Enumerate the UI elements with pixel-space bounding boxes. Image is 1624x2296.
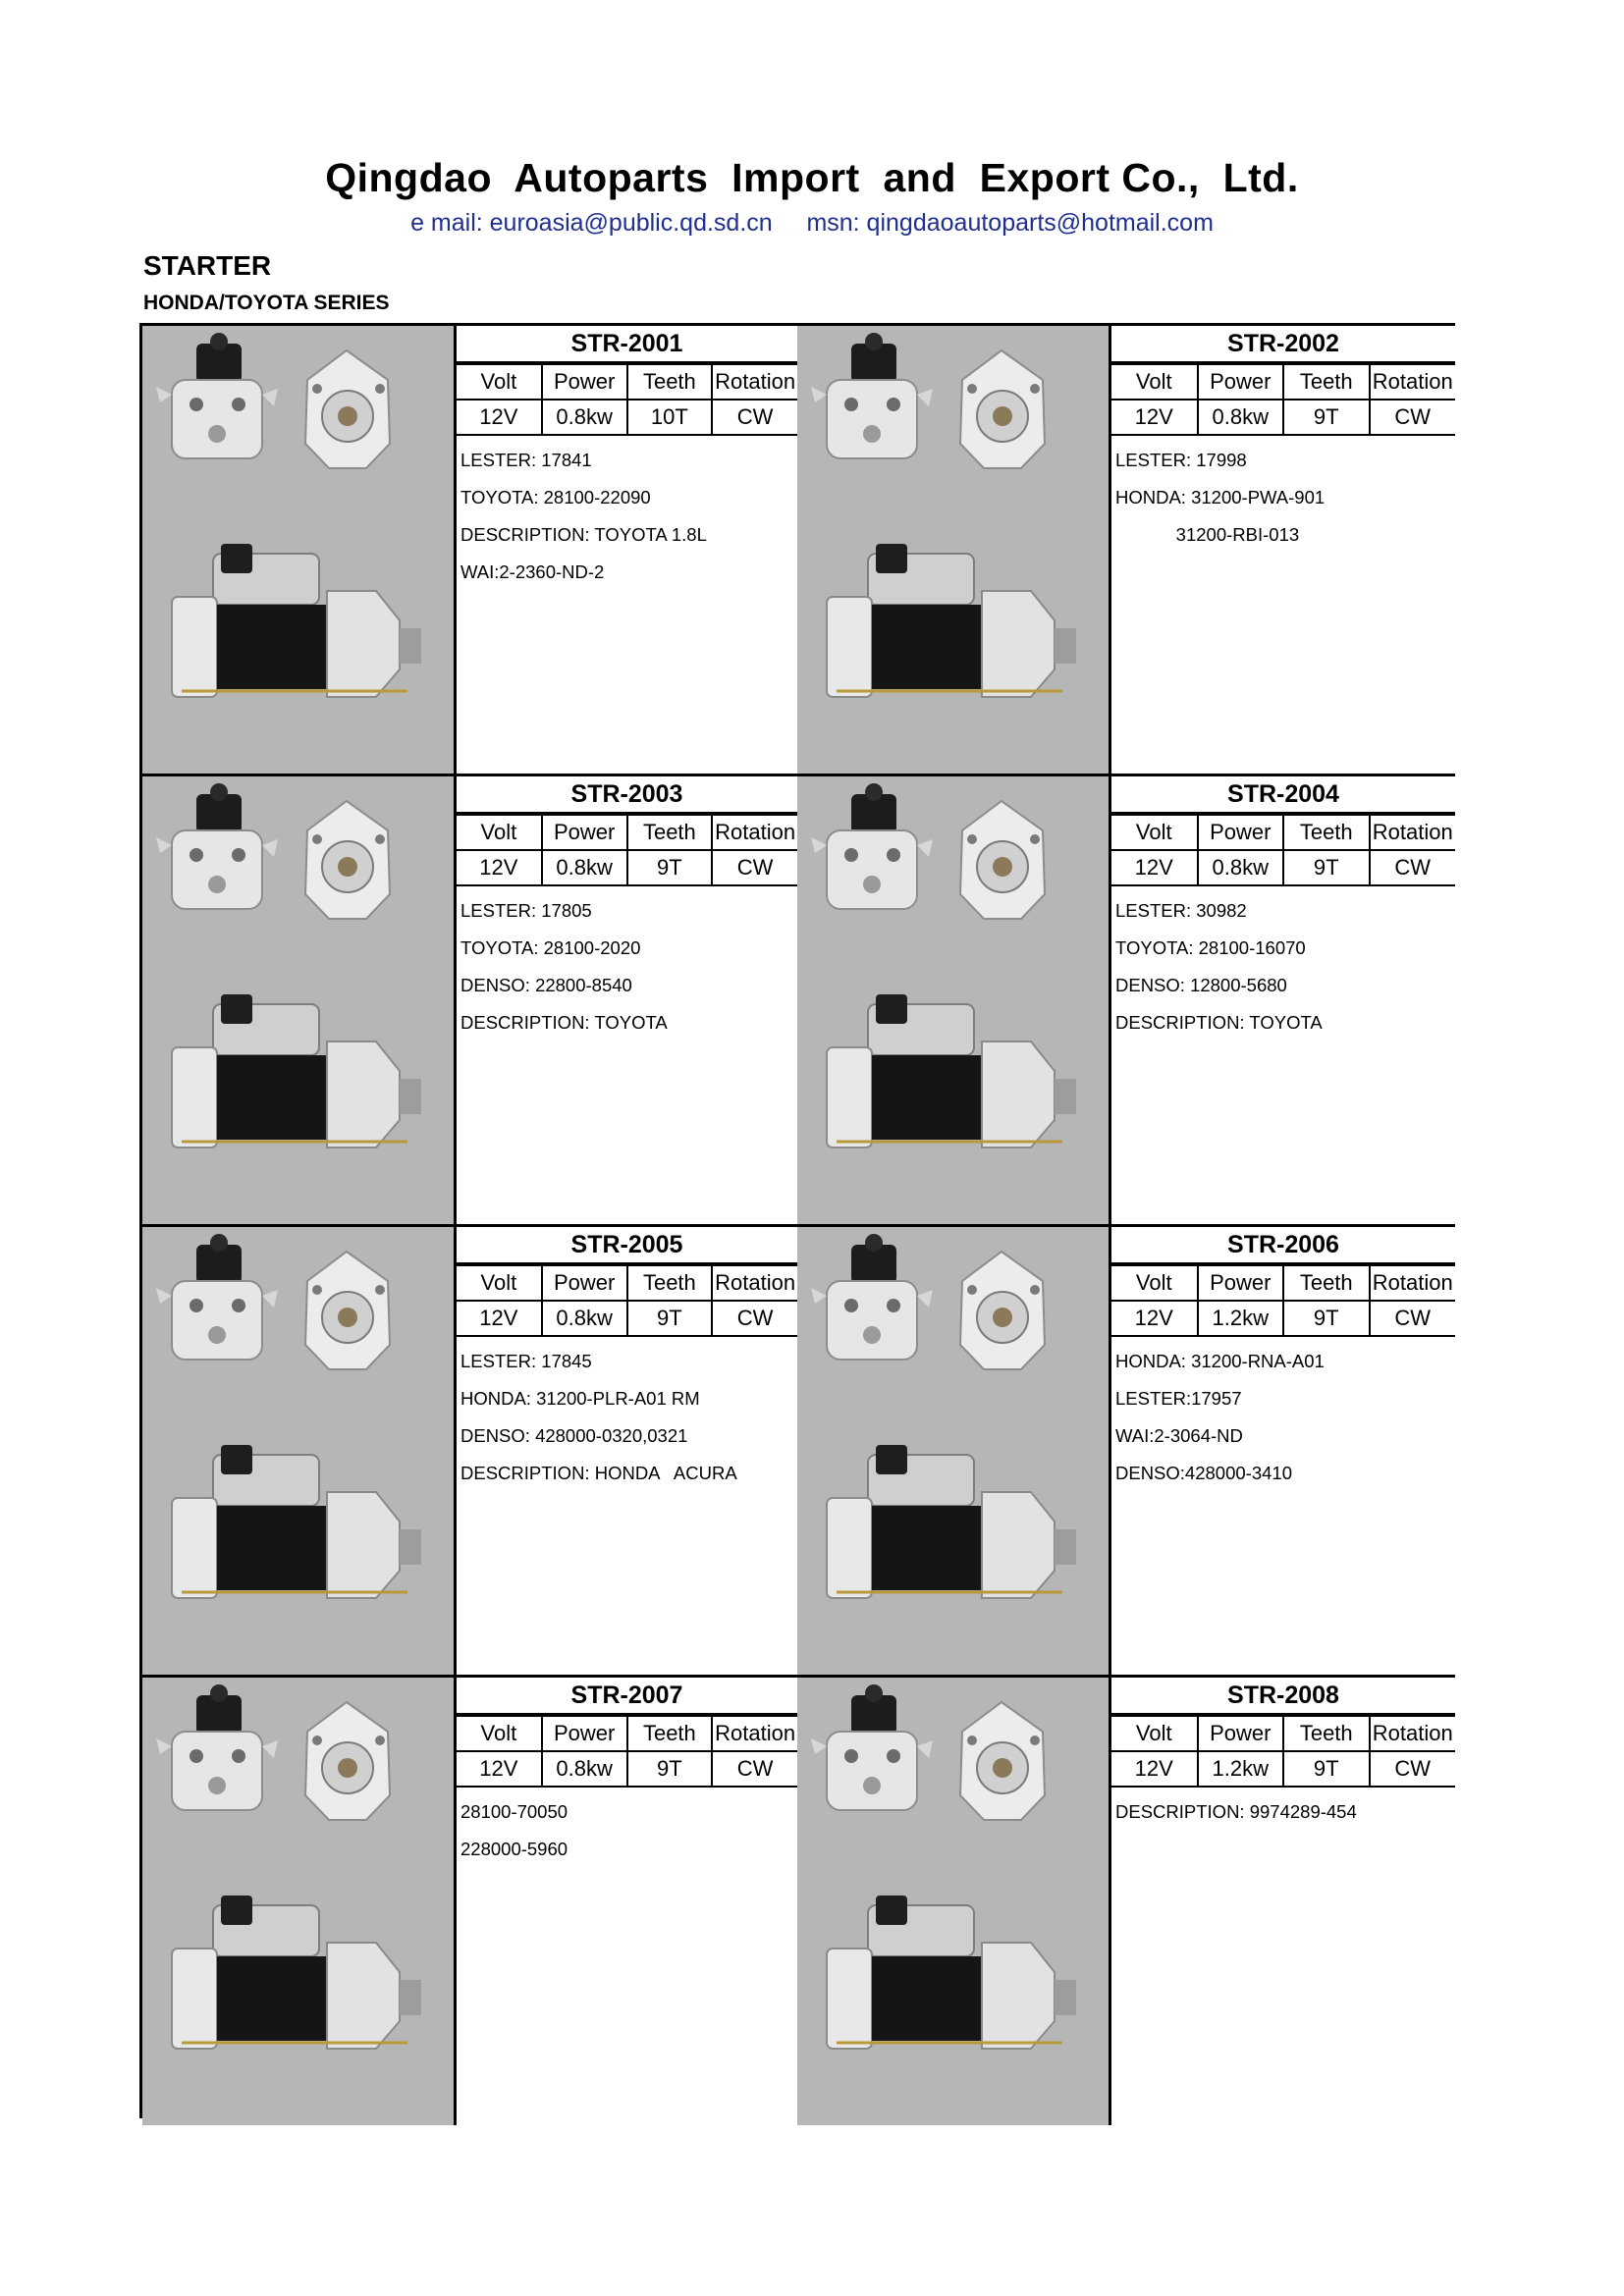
product-info	[1111, 776, 1455, 1224]
volt-header: Volt	[457, 815, 542, 850]
rotation-header: Rotation	[712, 1716, 797, 1751]
product-info	[457, 776, 800, 1224]
model-number: STR-2002	[1111, 326, 1455, 363]
product-cell-str-2004	[797, 776, 1452, 1224]
teeth-value: 9T	[1283, 1751, 1370, 1787]
power-header: Power	[542, 1716, 627, 1751]
rotation-value: CW	[1370, 850, 1456, 885]
note-line: HONDA: 31200-PWA-901	[1115, 487, 1326, 507]
volt-value: 12V	[457, 1301, 542, 1336]
part-notes	[1111, 436, 1455, 554]
starter-motor-image	[797, 1678, 1109, 2125]
spec-value-row	[457, 850, 797, 885]
part-notes	[457, 436, 797, 591]
note-line: 228000-5960	[460, 1839, 568, 1859]
note-line: DENSO: 22800-8540	[460, 975, 632, 995]
spec-table	[1111, 1264, 1455, 1337]
spec-table	[1111, 814, 1455, 886]
teeth-header: Teeth	[627, 364, 713, 400]
teeth-header: Teeth	[1283, 815, 1370, 850]
power-value: 0.8kw	[1198, 400, 1284, 435]
power-header: Power	[542, 1265, 627, 1301]
power-value: 0.8kw	[542, 850, 627, 885]
note-line: DESCRIPTION: TOYOTA 1.8L	[460, 524, 707, 545]
starter-motor-image	[142, 1227, 454, 1675]
note-line: LESTER: 17805	[460, 900, 592, 921]
teeth-header: Teeth	[627, 1265, 713, 1301]
product-cell-str-2008	[797, 1678, 1452, 2125]
product-cell-str-2003	[142, 776, 797, 1224]
spec-value-row	[457, 1751, 797, 1787]
power-value: 0.8kw	[542, 1751, 627, 1787]
rotation-header: Rotation	[1370, 815, 1456, 850]
spec-table	[457, 363, 797, 436]
note-line: WAI:2-2360-ND-2	[460, 561, 605, 582]
teeth-value: 9T	[627, 850, 713, 885]
company-title: Qingdao Autoparts Import and Export Co., Ltd.	[325, 155, 1299, 200]
part-notes	[457, 886, 797, 1041]
note-line: HONDA: 31200-PLR-A01 RM	[460, 1388, 700, 1409]
product-photo	[142, 326, 457, 774]
note-line: DENSO: 12800-5680	[1115, 975, 1287, 995]
model-number: STR-2008	[1111, 1678, 1455, 1715]
volt-header: Volt	[1111, 815, 1198, 850]
volt-header: Volt	[1111, 364, 1198, 400]
product-photo	[142, 1227, 457, 1675]
product-cell-str-2001	[142, 326, 797, 774]
spec-header-row	[1111, 1265, 1455, 1301]
teeth-value: 9T	[627, 1301, 713, 1336]
spec-header-row	[457, 815, 797, 850]
note-line: HONDA: 31200-RNA-A01	[1115, 1351, 1325, 1371]
model-number: STR-2006	[1111, 1227, 1455, 1264]
spec-table	[1111, 1715, 1455, 1788]
power-value: 0.8kw	[542, 1301, 627, 1336]
rotation-value: CW	[712, 400, 797, 435]
note-line: DENSO: 428000-0320,0321	[460, 1425, 688, 1446]
rotation-header: Rotation	[1370, 1716, 1456, 1751]
msn-link[interactable]: msn: qingdaoautoparts@hotmail.com	[806, 209, 1214, 237]
spec-value-row	[457, 1301, 797, 1336]
product-info	[1111, 1227, 1455, 1675]
spec-header-row	[1111, 1716, 1455, 1751]
volt-value: 12V	[457, 850, 542, 885]
email-link[interactable]: e mail: euroasia@public.qd.sd.cn	[410, 209, 773, 237]
teeth-value: 9T	[627, 1751, 713, 1787]
note-line: DESCRIPTION: TOYOTA	[1115, 1012, 1323, 1033]
starter-motor-image	[142, 1678, 454, 2125]
power-header: Power	[1198, 1716, 1284, 1751]
teeth-header: Teeth	[627, 815, 713, 850]
starter-motor-image	[797, 326, 1109, 774]
note-line: LESTER: 30982	[1115, 900, 1247, 921]
product-photo	[142, 1678, 457, 2125]
contact-line	[0, 209, 1624, 238]
power-header: Power	[542, 815, 627, 850]
starter-motor-image	[142, 776, 454, 1224]
rotation-header: Rotation	[1370, 364, 1456, 400]
rotation-value: CW	[712, 1301, 797, 1336]
row-divider	[142, 1675, 1452, 1678]
note-line: LESTER: 17845	[460, 1351, 592, 1371]
model-number: STR-2004	[1111, 776, 1455, 814]
part-notes	[457, 1788, 797, 1868]
teeth-header: Teeth	[1283, 1265, 1370, 1301]
rotation-value: CW	[1370, 400, 1456, 435]
series-heading: HONDA/TOYOTA SERIES	[143, 292, 390, 314]
rotation-value: CW	[712, 850, 797, 885]
spec-table	[1111, 363, 1455, 436]
rotation-value: CW	[712, 1751, 797, 1787]
spec-header-row	[457, 1265, 797, 1301]
power-header: Power	[542, 364, 627, 400]
spec-value-row	[457, 400, 797, 435]
power-header: Power	[1198, 1265, 1284, 1301]
note-line: TOYOTA: 28100-2020	[460, 937, 641, 958]
teeth-header: Teeth	[1283, 1716, 1370, 1751]
teeth-value: 10T	[627, 400, 713, 435]
spec-header-row	[457, 364, 797, 400]
spec-value-row	[1111, 400, 1455, 435]
product-info	[1111, 326, 1455, 774]
section-heading: STARTER	[143, 250, 272, 281]
product-catalog	[139, 323, 1455, 2118]
note-line: WAI:2-3064-ND	[1115, 1425, 1243, 1446]
note-line: DENSO:428000-3410	[1115, 1463, 1292, 1483]
note-line: 28100-70050	[460, 1801, 568, 1822]
volt-header: Volt	[1111, 1716, 1198, 1751]
power-value: 0.8kw	[542, 400, 627, 435]
teeth-header: Teeth	[627, 1716, 713, 1751]
note-line: TOYOTA: 28100-22090	[460, 487, 651, 507]
spec-header-row	[1111, 815, 1455, 850]
power-value: 1.2kw	[1198, 1751, 1284, 1787]
volt-value: 12V	[1111, 1751, 1198, 1787]
spec-table	[457, 814, 797, 886]
note-line: 31200-RBI-013	[1115, 524, 1300, 545]
product-cell-str-2002	[797, 326, 1452, 774]
power-header: Power	[1198, 364, 1284, 400]
spec-header-row	[1111, 364, 1455, 400]
product-info	[457, 326, 800, 774]
starter-motor-image	[142, 326, 454, 774]
spec-value-row	[1111, 850, 1455, 885]
spec-header-row	[457, 1716, 797, 1751]
product-cell-str-2005	[142, 1227, 797, 1675]
teeth-header: Teeth	[1283, 364, 1370, 400]
part-notes	[457, 1337, 797, 1492]
model-number: STR-2005	[457, 1227, 797, 1264]
note-line: DESCRIPTION: TOYOTA	[460, 1012, 668, 1033]
model-number: STR-2001	[457, 326, 797, 363]
teeth-value: 9T	[1283, 400, 1370, 435]
part-notes	[1111, 1337, 1455, 1492]
note-line: TOYOTA: 28100-16070	[1115, 937, 1306, 958]
volt-value: 12V	[1111, 850, 1198, 885]
volt-header: Volt	[457, 364, 542, 400]
rotation-value: CW	[1370, 1751, 1456, 1787]
volt-value: 12V	[457, 1751, 542, 1787]
power-header: Power	[1198, 815, 1284, 850]
spec-value-row	[1111, 1751, 1455, 1787]
teeth-value: 9T	[1283, 1301, 1370, 1336]
rotation-header: Rotation	[712, 364, 797, 400]
spec-table	[457, 1264, 797, 1337]
product-photo	[142, 776, 457, 1224]
spec-value-row	[1111, 1301, 1455, 1336]
starter-motor-image	[797, 1227, 1109, 1675]
volt-value: 12V	[1111, 1301, 1198, 1336]
note-line: DESCRIPTION: HONDA ACURA	[460, 1463, 737, 1483]
note-line: LESTER: 17998	[1115, 450, 1247, 470]
product-photo	[797, 776, 1111, 1224]
product-info	[457, 1227, 800, 1675]
part-notes	[1111, 886, 1455, 1041]
spec-table	[457, 1715, 797, 1788]
power-value: 1.2kw	[1198, 1301, 1284, 1336]
volt-header: Volt	[457, 1265, 542, 1301]
note-line: LESTER: 17841	[460, 450, 592, 470]
model-number: STR-2007	[457, 1678, 797, 1715]
row-divider	[142, 774, 1452, 776]
note-line: LESTER:17957	[1115, 1388, 1242, 1409]
volt-value: 12V	[457, 400, 542, 435]
starter-motor-image	[797, 776, 1109, 1224]
part-notes	[1111, 1788, 1455, 1831]
volt-header: Volt	[1111, 1265, 1198, 1301]
product-photo	[797, 1678, 1111, 2125]
product-cell-str-2006	[797, 1227, 1452, 1675]
note-line: DESCRIPTION: 9974289-454	[1115, 1801, 1357, 1822]
volt-value: 12V	[1111, 400, 1198, 435]
rotation-value: CW	[1370, 1301, 1456, 1336]
model-number: STR-2003	[457, 776, 797, 814]
row-divider	[142, 1224, 1452, 1227]
rotation-header: Rotation	[712, 1265, 797, 1301]
product-info	[1111, 1678, 1455, 2125]
product-photo	[797, 1227, 1111, 1675]
product-photo	[797, 326, 1111, 774]
rotation-header: Rotation	[712, 815, 797, 850]
teeth-value: 9T	[1283, 850, 1370, 885]
product-cell-str-2007	[142, 1678, 797, 2125]
power-value: 0.8kw	[1198, 850, 1284, 885]
volt-header: Volt	[457, 1716, 542, 1751]
rotation-header: Rotation	[1370, 1265, 1456, 1301]
product-info	[457, 1678, 800, 2125]
